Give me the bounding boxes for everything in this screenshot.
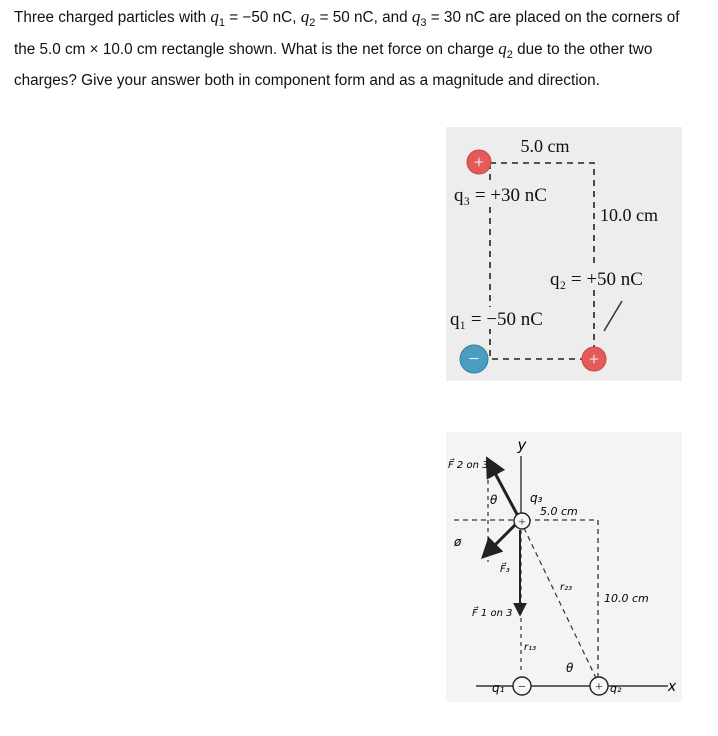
rectangle-charge-diagram <box>446 127 682 381</box>
phi-label: ø <box>454 535 462 549</box>
problem-text-part2: are placed on the corners of the 5.0 cm × 10.0 cm rectangle shown. What is the net force on charge <box>14 9 680 59</box>
r13-label: r₁₃ <box>524 642 537 653</box>
height-label: 10.0 cm <box>600 205 658 225</box>
q1-charge <box>513 677 531 695</box>
q2-symbol: q <box>300 7 310 26</box>
q3-value: = 30 nC <box>426 9 485 26</box>
problem-text-part3: due to the other two charges? Give your answer both in component form and as a magnitude and direction. <box>14 41 653 90</box>
q2-value: = 50 nC, and <box>315 9 412 26</box>
q2-subscript: 2 <box>309 17 316 30</box>
q1-subscript: 1 <box>218 17 226 30</box>
q1-label: q₁ <box>492 681 505 695</box>
height-label: 10.0 cm <box>604 592 649 605</box>
q2-label: q₂ = +50 nC <box>550 269 643 290</box>
q3-plus-sign: + <box>473 152 485 172</box>
f3-label: F⃗₃ <box>500 564 510 575</box>
problem-statement <box>14 4 694 93</box>
width-label: 5.0 cm <box>520 136 570 156</box>
q1-minus: − <box>518 680 526 695</box>
q1-value: = −50 nC, <box>225 9 301 26</box>
q2-positive-charge <box>582 347 606 371</box>
f2on3-label: F⃗ 2 on 3 <box>448 460 489 471</box>
q2-plus: + <box>595 680 603 695</box>
q3-label: q₃ <box>530 491 543 505</box>
q3-positive-charge <box>467 150 491 174</box>
q3-label: q₃ = +30 nC <box>454 185 547 206</box>
width-label: 5.0 cm <box>540 505 578 518</box>
theta-label-bottom: θ <box>566 661 574 675</box>
problem-text-part1: Three charged particles with <box>14 9 211 26</box>
q1-negative-charge <box>460 345 488 373</box>
q2-subscript-question: 2 <box>506 49 513 62</box>
r23-label: r₂₃ <box>560 582 573 593</box>
q2-plus-sign: + <box>588 349 600 369</box>
q3-charge <box>514 513 530 529</box>
x-axis-label: x <box>667 679 677 695</box>
y-axis-label: y <box>517 436 527 454</box>
q3-symbol: q <box>411 7 421 26</box>
q2-charge <box>590 677 608 695</box>
f1on3-label: F⃗ 1 on 3 <box>472 608 513 619</box>
theta-label-top: θ <box>490 493 498 507</box>
q1-symbol: q <box>210 7 219 26</box>
q2-label: q₂ <box>610 682 622 695</box>
force-diagram <box>446 432 682 702</box>
q1-label: q₁ = −50 nC <box>450 309 543 330</box>
q2-symbol-question: q <box>498 39 507 59</box>
q3-subscript: 3 <box>420 17 427 30</box>
q3-plus: + <box>518 514 526 529</box>
q1-minus-sign: − <box>468 349 480 370</box>
